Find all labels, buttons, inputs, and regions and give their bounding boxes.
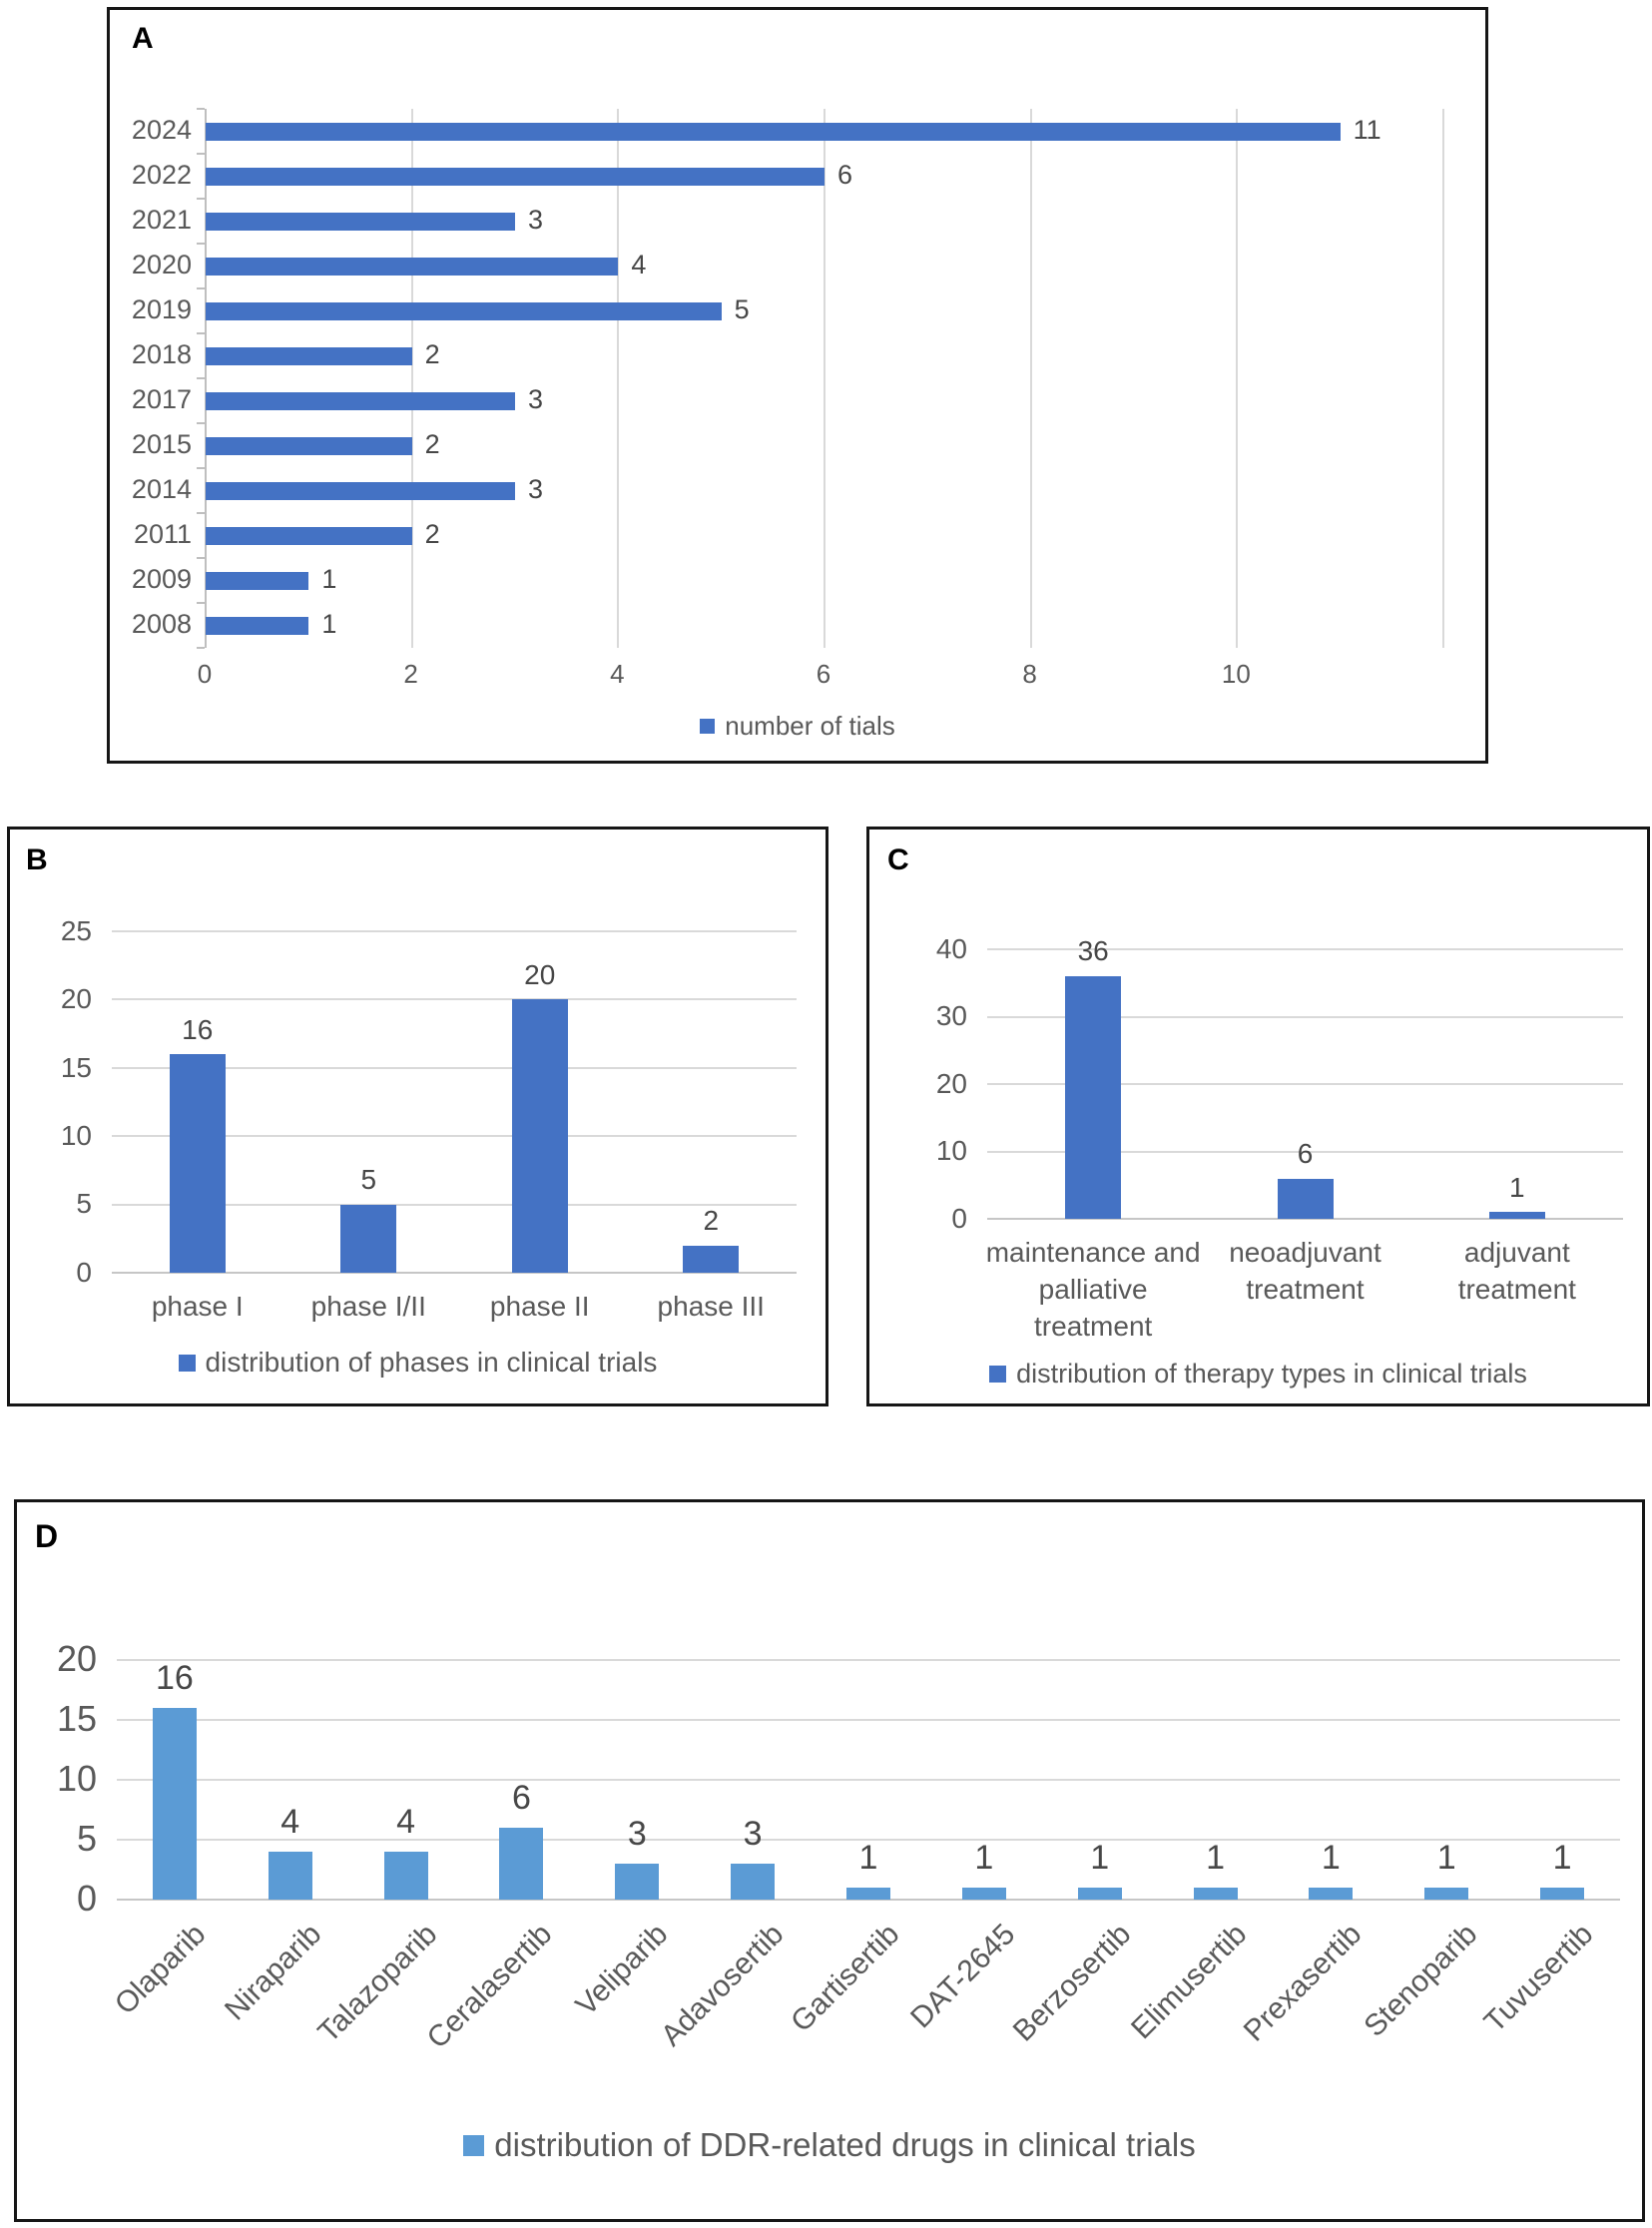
gridline — [117, 1779, 1620, 1781]
axis-tick — [197, 602, 205, 604]
bar-Tuvusertib — [1540, 1888, 1584, 1900]
value-label: 4 — [280, 1802, 300, 1841]
axis-tick — [197, 377, 205, 379]
axis-tick — [197, 108, 205, 110]
value-label: 1 — [321, 609, 337, 640]
value-label: 1 — [1321, 1838, 1341, 1877]
gridline — [112, 998, 797, 1000]
gridline — [117, 1719, 1620, 1721]
category-label: maintenance and palliative treatment — [985, 1237, 1201, 1342]
x-tick-label: 4 — [610, 659, 625, 689]
panel-a-letter: A — [132, 22, 154, 55]
year-label: 2020 — [131, 250, 192, 280]
value-label: 6 — [511, 1778, 531, 1817]
value-label: 1 — [1206, 1838, 1225, 1877]
gridline — [411, 109, 413, 648]
panel-b-letter: B — [26, 843, 48, 876]
axis-tick — [197, 422, 205, 424]
year-label: 2011 — [133, 519, 192, 550]
year-label: 2009 — [131, 564, 192, 595]
phases-distribution-chart — [10, 830, 826, 1403]
y-tick-label: 20 — [935, 1067, 967, 1099]
drug-label: Ceralasertib — [421, 1918, 559, 2055]
panel-a — [107, 7, 1488, 764]
panel-d — [14, 1499, 1645, 2222]
therapy-types-chart — [869, 830, 1647, 1403]
bar-phase III — [683, 1246, 739, 1273]
axis-tick — [197, 243, 205, 245]
category-label: adjuvant treatment — [1457, 1237, 1576, 1305]
axis-tick — [197, 332, 205, 334]
value-label: 5 — [360, 1164, 377, 1195]
drug-label: Stenoparib — [1358, 1918, 1484, 2043]
y-tick-label: 10 — [935, 1135, 967, 1167]
bar-Niraparib — [269, 1852, 312, 1900]
x-tick-label: 0 — [197, 659, 213, 689]
legend-label: distribution of DDR-related drugs in clinical trials — [494, 2126, 1196, 2163]
gridline — [1442, 109, 1444, 648]
bar-Elimusertib — [1194, 1888, 1238, 1900]
bar-2009 — [206, 572, 308, 590]
bar-2014 — [206, 482, 515, 500]
drug-label: Elimusertib — [1124, 1918, 1253, 2046]
value-label: 1 — [974, 1838, 994, 1877]
bar-2024 — [206, 123, 1341, 141]
category-label: neoadjuvant treatment — [1229, 1237, 1381, 1305]
value-label: 1 — [1509, 1171, 1525, 1203]
bar-Gartisertib — [846, 1888, 890, 1900]
y-tick-label: 10 — [60, 1120, 92, 1152]
gridline — [112, 930, 797, 932]
value-label: 4 — [396, 1802, 416, 1841]
panel-c — [866, 827, 1650, 1406]
y-tick-label: 20 — [56, 1638, 97, 1680]
gridline — [824, 109, 826, 648]
year-label: 2019 — [131, 294, 192, 325]
value-label: 3 — [743, 1814, 763, 1853]
axis-tick — [197, 153, 205, 155]
drug-label: Gartisertib — [785, 1918, 906, 2039]
bar-2022 — [206, 168, 825, 186]
x-tick-label: 10 — [1221, 659, 1251, 689]
drug-label: Prexasertib — [1238, 1918, 1369, 2048]
bar-Olaparib — [153, 1708, 197, 1900]
year-label: 2018 — [131, 339, 192, 370]
bar-phase I/II — [340, 1205, 396, 1273]
gridline — [1030, 109, 1032, 648]
drug-label: Olaparib — [108, 1918, 213, 2021]
trials-per-year-chart — [110, 10, 1485, 761]
bar-2011 — [206, 527, 412, 545]
x-tick-label: 6 — [816, 659, 831, 689]
y-tick-label: 10 — [56, 1758, 97, 1800]
y-tick-label: 5 — [76, 1818, 97, 1860]
drug-label: Berzosertib — [1006, 1918, 1138, 2048]
bar-2017 — [206, 392, 515, 410]
axis-tick — [197, 198, 205, 200]
bar-2021 — [206, 213, 515, 231]
year-label: 2014 — [131, 474, 192, 505]
legend-label: distribution of therapy types in clinical trials — [1016, 1359, 1527, 1389]
gridline — [617, 109, 619, 648]
bar-2018 — [206, 347, 412, 365]
bar-Prexasertib — [1309, 1888, 1353, 1900]
value-label: 16 — [156, 1658, 194, 1697]
drug-label: DAT-2645 — [903, 1918, 1022, 2035]
axis-tick — [197, 287, 205, 289]
value-label: 20 — [524, 958, 556, 990]
x-tick-label: 2 — [403, 659, 418, 689]
value-label: 1 — [1552, 1838, 1572, 1877]
value-label: 6 — [1297, 1137, 1314, 1169]
bar-Talazoparib — [384, 1852, 428, 1900]
value-label: 3 — [528, 474, 544, 505]
bar-Veliparib — [615, 1864, 659, 1900]
year-label: 2017 — [131, 384, 192, 415]
legend-swatch-icon — [463, 2135, 484, 2156]
value-label: 4 — [631, 250, 647, 280]
gridline — [1236, 109, 1238, 648]
year-label: 2015 — [131, 429, 192, 460]
bar-Ceralasertib — [499, 1828, 543, 1900]
value-label: 11 — [1353, 115, 1381, 146]
bar-adjuvant treatment — [1489, 1212, 1545, 1219]
category-label: phase I/II — [310, 1291, 426, 1322]
value-label: 1 — [1090, 1838, 1110, 1877]
bar-DAT-2645 — [962, 1888, 1006, 1900]
value-label: 36 — [1077, 935, 1109, 967]
y-tick-label: 5 — [76, 1188, 92, 1220]
axis-tick — [197, 557, 205, 559]
gridline — [117, 1659, 1620, 1661]
category-label: phase I — [151, 1291, 244, 1322]
legend-label: distribution of phases in clinical trials — [205, 1347, 658, 1378]
bar-neoadjuvant treatment — [1278, 1179, 1334, 1220]
axis-tick — [197, 512, 205, 514]
value-label: 2 — [424, 339, 440, 370]
year-label: 2021 — [131, 205, 192, 236]
panel-c-letter: C — [887, 843, 909, 876]
panel-d-letter: D — [35, 1518, 59, 1554]
legend-label: number of tials — [725, 711, 895, 741]
bar-phase I — [170, 1054, 226, 1273]
x-tick-label: 8 — [1022, 659, 1037, 689]
bar-2008 — [206, 617, 308, 635]
drug-label: Adavosertib — [655, 1918, 791, 2053]
drug-label: Niraparib — [218, 1918, 328, 2027]
legend-swatch-icon — [989, 1366, 1006, 1383]
category-label: phase II — [489, 1291, 590, 1322]
y-tick-label: 15 — [56, 1698, 97, 1740]
panel-c-legend — [869, 1359, 1647, 1390]
value-label: 6 — [837, 160, 853, 191]
legend-swatch-icon — [700, 719, 715, 734]
panel-b — [7, 827, 828, 1406]
ddr-drugs-chart — [17, 1502, 1642, 2219]
y-tick-label: 40 — [935, 932, 967, 964]
drug-label: Veliparib — [569, 1918, 675, 2022]
value-label: 2 — [703, 1205, 720, 1237]
year-label: 2024 — [131, 115, 192, 146]
y-tick-label: 0 — [951, 1202, 967, 1234]
bar-2019 — [206, 302, 722, 320]
value-label: 5 — [734, 294, 750, 325]
value-label: 2 — [424, 519, 440, 550]
y-tick-label: 30 — [935, 1000, 967, 1032]
bar-Stenoparib — [1424, 1888, 1468, 1900]
panel-b-legend — [10, 1347, 826, 1379]
bar-Berzosertib — [1078, 1888, 1122, 1900]
bar-maintenance and palliative treatment — [1065, 976, 1121, 1219]
legend-swatch-icon — [179, 1355, 196, 1372]
value-label: 3 — [528, 384, 544, 415]
value-label: 16 — [182, 1013, 214, 1045]
y-tick-label: 20 — [60, 983, 92, 1015]
y-tick-label: 25 — [60, 914, 92, 946]
y-tick-label: 0 — [76, 1878, 97, 1920]
value-label: 3 — [627, 1814, 647, 1853]
value-label: 1 — [1436, 1838, 1456, 1877]
bar-phase II — [512, 999, 568, 1273]
value-label: 1 — [858, 1838, 878, 1877]
y-axis-line — [205, 109, 207, 648]
bar-Adavosertib — [731, 1864, 775, 1900]
year-label: 2008 — [131, 609, 192, 640]
bar-2020 — [206, 258, 618, 276]
panel-d-legend — [17, 2126, 1642, 2164]
axis-tick — [197, 647, 205, 649]
year-label: 2022 — [131, 160, 192, 191]
bar-2015 — [206, 437, 412, 455]
category-label: phase III — [657, 1291, 765, 1322]
value-label: 1 — [321, 564, 337, 595]
drug-label: Talazoparib — [311, 1918, 443, 2049]
value-label: 3 — [528, 205, 544, 236]
drug-label: Tuvusertib — [1477, 1918, 1600, 2039]
y-tick-label: 0 — [76, 1256, 92, 1288]
y-tick-label: 15 — [60, 1051, 92, 1083]
axis-tick — [197, 467, 205, 469]
value-label: 2 — [424, 429, 440, 460]
panel-a-legend — [110, 711, 1485, 742]
